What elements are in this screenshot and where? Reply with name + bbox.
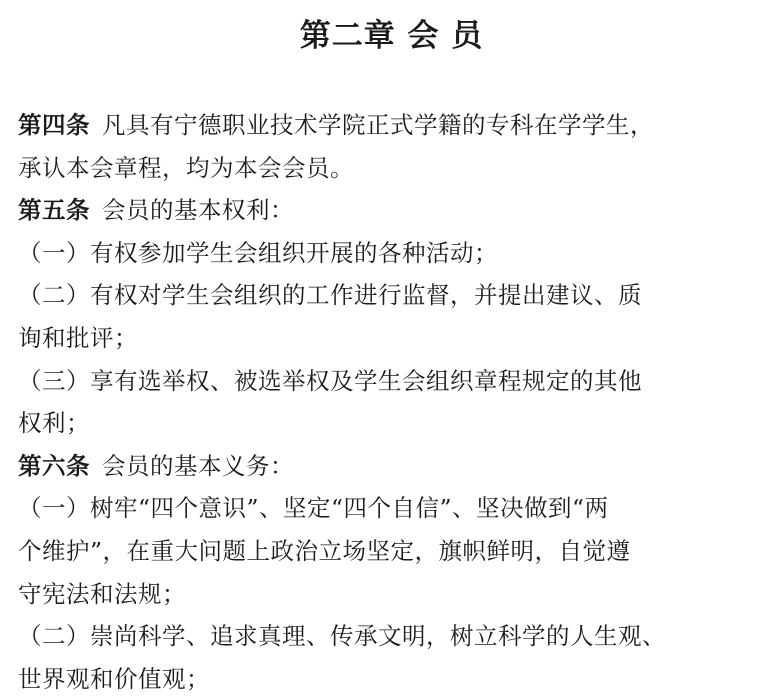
document-body: [18, 104, 768, 700]
article-5-item-line: 询和批评；: [18, 323, 138, 352]
chapter-title: 第二章 会 员: [299, 18, 484, 54]
article-6-item-line: 守宪法和法规；: [18, 579, 186, 608]
article-4-text-1: 凡具有宁德职业技术学院正式学籍的专科在学学生，: [102, 111, 654, 139]
article-6-heading: [18, 445, 768, 488]
article-4-line-2: 承认本会章程，均为本会会员。: [18, 153, 354, 182]
article-5-item-line: （二）有权对学生会组织的工作进行监督，并提出建议、质: [18, 281, 642, 310]
article-5-label: 第五条: [18, 196, 90, 225]
article-6-heading-text: 会员的基本义务：: [102, 451, 294, 480]
article-5-item-line: 权利；: [18, 409, 90, 438]
article-6-item-line: 个维护”，在重大问题上政治立场坚定，旗帜鲜明，自觉遵: [18, 536, 631, 565]
article-4-label: 第四条: [18, 111, 90, 139]
article-6-item-line: （一）树牢“四个意识”、坚定“四个自信”、坚决做到“两: [18, 494, 609, 523]
article-6-item-line: （二）崇尚科学、追求真理、传承文明，树立科学的人生观、: [18, 622, 666, 651]
article-5-heading-text: 会员的基本权利：: [102, 196, 294, 225]
article-5-item-line: （一）有权参加学生会组织开展的各种活动；: [18, 238, 498, 267]
article-5-item-line: （三）享有选举权、被选举权及学生会组织章程规定的其他: [18, 366, 642, 395]
article-6-item-line: 世界观和价值观；: [18, 664, 210, 693]
article-5-heading: [18, 189, 768, 232]
article-6-label: 第六条: [18, 451, 90, 480]
article-4-line-1: [18, 104, 768, 147]
